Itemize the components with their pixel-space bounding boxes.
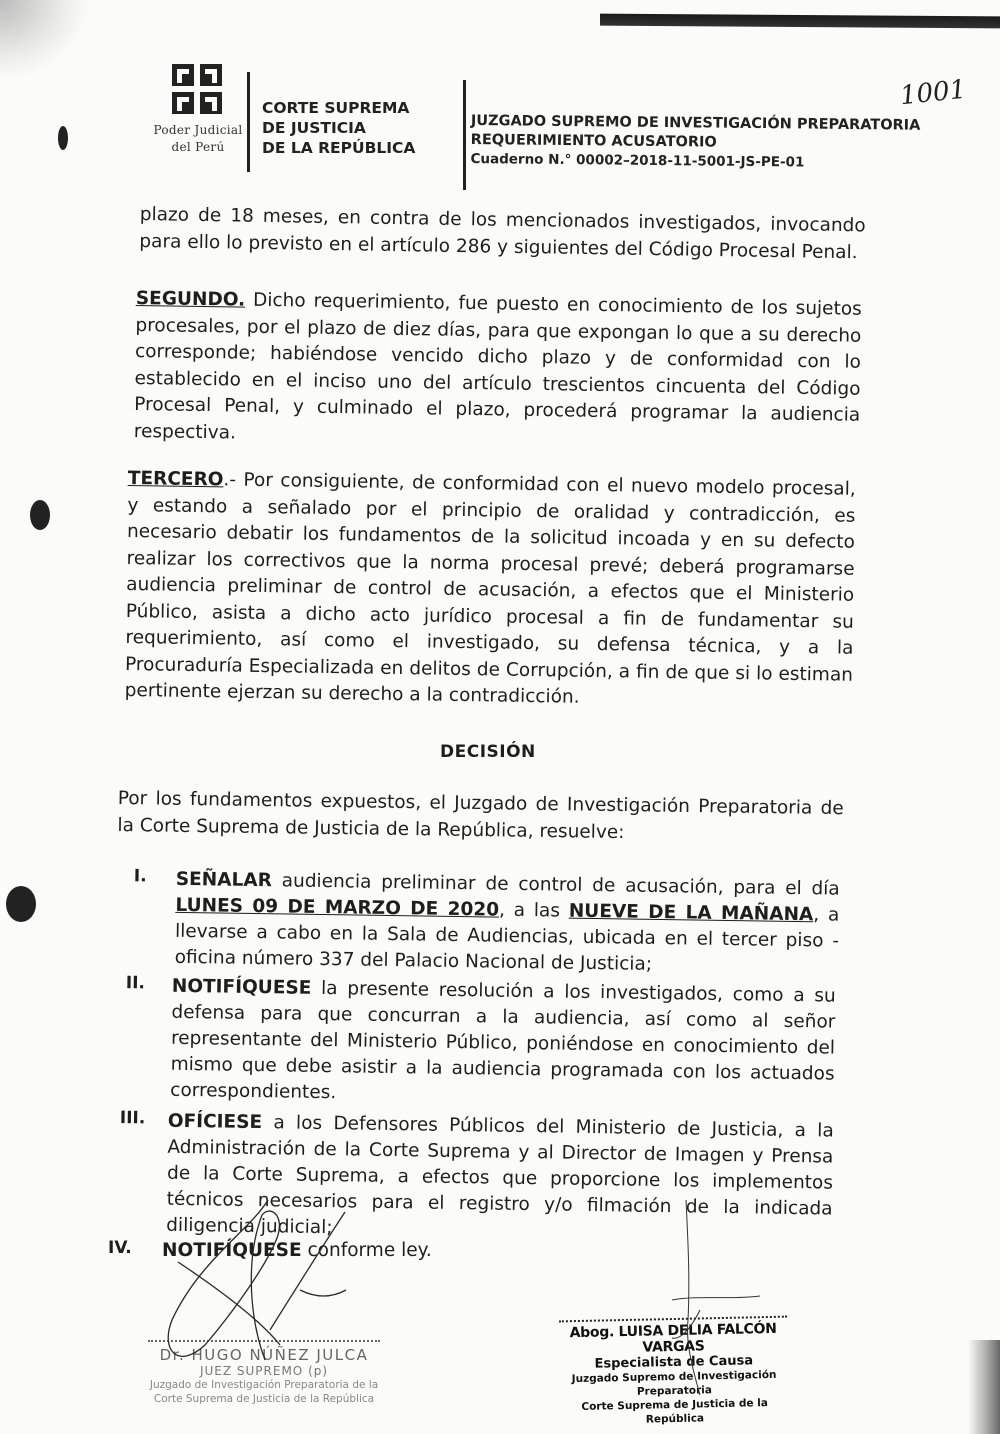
resolution-numeral: IV. bbox=[108, 1238, 132, 1258]
resolution-verb: SEÑALAR bbox=[175, 868, 273, 892]
resolution-text bbox=[166, 1109, 834, 1249]
judge-office-line: Corte Suprema de Justicia de la República bbox=[153, 1393, 375, 1405]
court-line: DE LA REPÚBLICA bbox=[262, 139, 416, 157]
resolution-verb: OFÍCIESE bbox=[167, 1110, 263, 1134]
folio-number: 1001 bbox=[898, 74, 968, 112]
judge-signature-block bbox=[148, 1340, 380, 1406]
clerk-role: Especialista de Causa bbox=[594, 1353, 754, 1372]
resolution-text bbox=[170, 974, 836, 1114]
punch-hole bbox=[6, 886, 36, 922]
institution-line: del Perú bbox=[171, 140, 225, 154]
judge-name: Dr. HUGO NÚÑEZ JULCA bbox=[159, 1346, 369, 1364]
tercero-text: .- Por consiguiente, de conformidad con el nuevo modelo procesal, y estando a señalado por el principio de oralidad y contradicción, es necesario debatir los fundamentos de la solicitud incoada y en su defecto realizar los correctivos que la norma procesal prevé; deberá programarse audiencia preliminar de control de acusación, a efectos que el Ministerio Público, asista a dicho acto jurídico procesal a fin de fundamentar su requerimiento, así como el investigado, su defensa técnica, y a la Procuraduría Especializada en delitos de Corrupción, a fin de que si lo estiman pertinente ejerzan su derecho a la contradicción. bbox=[124, 469, 856, 708]
document-type: REQUERIMIENTO ACUSATORIO bbox=[470, 131, 717, 151]
court-line: CORTE SUPREMA bbox=[262, 99, 410, 117]
resolution-verb: NOTIFÍQUESE bbox=[162, 1240, 302, 1261]
resolution-item-1 bbox=[120, 866, 840, 975]
poder-judicial-logo-icon bbox=[170, 62, 226, 118]
clerk-name: Abog. LUISA DELIA FALCÓN VARGAS bbox=[569, 1320, 777, 1356]
tercero-label: TERCERO bbox=[127, 467, 224, 491]
clerk-signature-block bbox=[559, 1316, 789, 1429]
institution-line: Poder Judicial bbox=[153, 123, 243, 137]
tercero-paragraph bbox=[124, 466, 855, 715]
resolution-text-part: , a las bbox=[498, 899, 569, 922]
scan-shadow bbox=[0, 0, 90, 80]
juzgado-name: JUZGADO SUPREMO DE INVESTIGACIÓN PREPARATORIA bbox=[470, 112, 921, 134]
punch-hole bbox=[30, 500, 50, 530]
punch-hole bbox=[58, 126, 68, 150]
resolution-text-part: a los Defensores Públicos del Ministerio de Justicia, a la Administración de la Corte Suprema y al Director de Imagen y Prensa de la Corte Suprema, a efectos que proporcione los implementos técnicos necesarios para el registro y/o filmación de la indicada diligencia judicial; bbox=[166, 1112, 834, 1239]
clerk-office-line: Juzgado Supremo de Investigación Preparatoria bbox=[571, 1368, 777, 1398]
resolution-text bbox=[174, 867, 839, 981]
resolution-verb: NOTIFÍQUESE bbox=[171, 975, 312, 999]
signature-line bbox=[148, 1340, 380, 1342]
resolution-text-part: , a llevarse a cabo en la Sala de Audiencias, ubicada en el tercer piso - oficina número 337 del Palacio Nacional de Justicia; bbox=[174, 904, 840, 975]
scan-edge-shadow bbox=[968, 1340, 1000, 1434]
judge-role: JUEZ SUPREMO (p) bbox=[199, 1364, 329, 1378]
court-name bbox=[262, 98, 415, 158]
resolution-text-part: audiencia preliminar de control de acusación, para el día bbox=[271, 870, 840, 900]
judge-office-line: Juzgado de Investigación Preparatoria de la bbox=[149, 1379, 379, 1391]
resolution-numeral: II. bbox=[125, 973, 146, 994]
hearing-hour: NUEVE DE LA MAÑANA bbox=[568, 900, 814, 926]
decision-intro: Por los fundamentos expuestos, el Juzgado de Investigación Preparatoria de la Corte Suprema de Justicia de la República, resuelve: bbox=[117, 787, 844, 843]
resolution-numeral: III. bbox=[119, 1108, 146, 1129]
cuaderno-number: N.° 00002–2018-11-5001-JS-PE-01 bbox=[548, 151, 805, 171]
resolution-text bbox=[162, 1238, 828, 1264]
case-header bbox=[470, 112, 920, 174]
header-divider bbox=[247, 72, 250, 172]
resolution-text-part: conforme ley. bbox=[301, 1240, 432, 1261]
hearing-date: LUNES 09 DE MARZO DE 2020 bbox=[175, 894, 500, 921]
segundo-text: Dicho requerimiento, fue puesto en conocimiento de los sujetos procesales, por el plazo de diez días, para que expongan lo que a su derecho corresponde; habiéndose vencido dicho plazo y de conformidad con lo establecido en el inciso uno del artículo trescientos cincuenta del Código Procesal Penal, y culminado el plazo, procederá programar la audiencia respectiva. bbox=[133, 289, 862, 443]
court-line: DE JUSTICIA bbox=[262, 119, 366, 137]
segundo-label: SEGUNDO. bbox=[135, 287, 246, 311]
intro-paragraph: plazo de 18 meses, en contra de los mencionados investigados, invocando para ello lo previsto en el artículo 286 y siguientes del Código Procesal Penal. bbox=[139, 203, 866, 263]
cuaderno-label: Cuaderno bbox=[470, 150, 544, 168]
scan-edge-line bbox=[600, 14, 1000, 29]
header-divider bbox=[463, 80, 466, 190]
resolution-text-part: la presente resolución a los investigados, como a su defensa para que concurran a la audiencia, así como al señor representante del Ministerio Público, poniéndose en conocimiento del mismo que debe asistir a la audiencia programada con los actuados correspondientes. bbox=[170, 977, 836, 1104]
decision-title: DECISIÓN bbox=[440, 742, 536, 762]
resolution-numeral: I. bbox=[133, 866, 147, 887]
segundo-paragraph bbox=[134, 286, 862, 456]
clerk-office-line: Corte Suprema de Justicia de la República bbox=[581, 1397, 769, 1426]
